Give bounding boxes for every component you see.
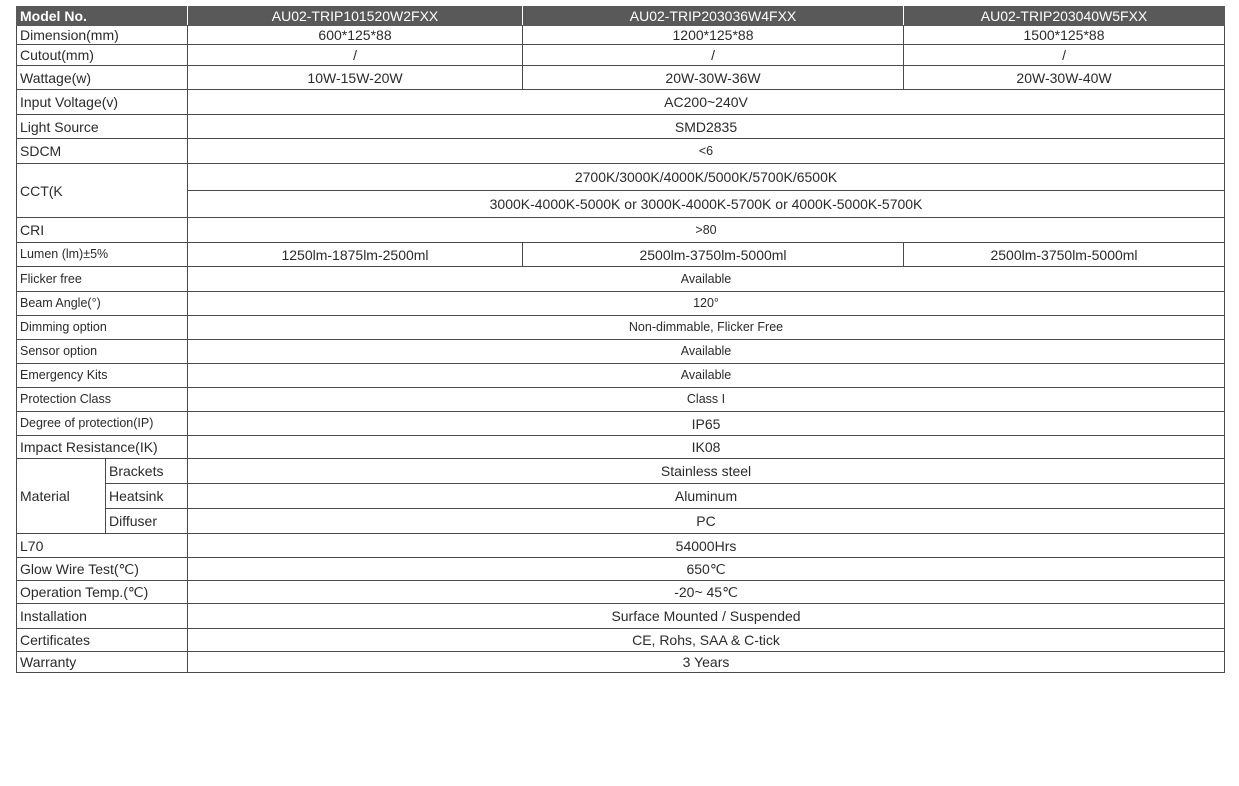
row-label: Input Voltage(v) (17, 90, 188, 115)
row-label: Installation (17, 604, 188, 629)
table-row (17, 164, 1225, 191)
cell-value: <6 (188, 139, 1225, 164)
table-row (17, 412, 1225, 436)
table-row (17, 218, 1225, 243)
cell-value: 3 Years (188, 652, 1225, 673)
cell-value: AC200~240V (188, 90, 1225, 115)
table-row (17, 484, 1225, 509)
row-label: Beam Angle(°) (17, 292, 188, 316)
table-row (17, 267, 1225, 292)
cell-value: 3000K-4000K-5000K or 3000K-4000K-5700K or 4000K-5000K-5700K (188, 191, 1225, 218)
table-row (17, 45, 1225, 66)
table-row (17, 191, 1225, 218)
row-label: Wattage(w) (17, 66, 188, 90)
row-label: CRI (17, 218, 188, 243)
cell-value: 2700K/3000K/4000K/5000K/5700K/6500K (188, 164, 1225, 191)
table-row (17, 652, 1225, 673)
row-label: Warranty (17, 652, 188, 673)
model-1: AU02-TRIP101520W2FXX (188, 7, 523, 26)
cell-value: 54000Hrs (188, 534, 1225, 558)
cell-value: 10W-15W-20W (188, 66, 523, 90)
cell-value: 1200*125*88 (523, 26, 904, 45)
cell-value: 2500lm-3750lm-5000ml (904, 243, 1225, 267)
cell-value: 1250lm-1875lm-2500ml (188, 243, 523, 267)
model-2: AU02-TRIP203036W4FXX (523, 7, 904, 26)
row-label: Dimming option (17, 316, 188, 340)
cell-value: / (904, 45, 1225, 66)
cell-value: Surface Mounted / Suspended (188, 604, 1225, 629)
cell-value: 2500lm-3750lm-5000ml (523, 243, 904, 267)
row-label: SDCM (17, 139, 188, 164)
row-label: Light Source (17, 115, 188, 139)
table-row (17, 629, 1225, 652)
spec-table (16, 6, 1225, 673)
row-label: Flicker free (17, 267, 188, 292)
row-label: Protection Class (17, 388, 188, 412)
table-row (17, 364, 1225, 388)
row-label: Lumen (lm)±5% (17, 243, 188, 267)
cell-value: -20~ 45℃ (188, 581, 1225, 604)
cell-value: 120° (188, 292, 1225, 316)
row-label: CCT(K (17, 164, 188, 218)
cell-value: Stainless steel (188, 459, 1225, 484)
table-row (17, 243, 1225, 267)
material-label: Material (17, 459, 106, 534)
cell-value: PC (188, 509, 1225, 534)
table-row (17, 316, 1225, 340)
cell-value: IK08 (188, 436, 1225, 459)
row-label: Operation Temp.(℃) (17, 581, 188, 604)
table-row (17, 115, 1225, 139)
row-label: Cutout(mm) (17, 45, 188, 66)
row-label: Impact Resistance(IK) (17, 436, 188, 459)
table-row (17, 90, 1225, 115)
table-row (17, 534, 1225, 558)
row-label: Sensor option (17, 340, 188, 364)
model-3: AU02-TRIP203040W5FXX (904, 7, 1225, 26)
table-row (17, 66, 1225, 90)
sub-label: Diffuser (106, 509, 188, 534)
cell-value: >80 (188, 218, 1225, 243)
table-row (17, 388, 1225, 412)
table-row (17, 558, 1225, 581)
row-label: L70 (17, 534, 188, 558)
row-label: Glow Wire Test(℃) (17, 558, 188, 581)
table-row (17, 292, 1225, 316)
cell-value: Available (188, 364, 1225, 388)
table-row (17, 604, 1225, 629)
cell-value: 600*125*88 (188, 26, 523, 45)
row-label: Dimension(mm) (17, 26, 188, 45)
row-label: Emergency Kits (17, 364, 188, 388)
cell-value: Class I (188, 388, 1225, 412)
cell-value: Aluminum (188, 484, 1225, 509)
table-row (17, 139, 1225, 164)
cell-value: SMD2835 (188, 115, 1225, 139)
cell-value: 650℃ (188, 558, 1225, 581)
model-no-label: Model No. (17, 7, 188, 26)
cell-value: Non-dimmable, Flicker Free (188, 316, 1225, 340)
row-label: Certificates (17, 629, 188, 652)
table-row (17, 459, 1225, 484)
header-row (17, 7, 1225, 26)
cell-value: / (188, 45, 523, 66)
table-row (17, 26, 1225, 45)
cell-value: 20W-30W-36W (523, 66, 904, 90)
table-row (17, 581, 1225, 604)
cell-value: IP65 (188, 412, 1225, 436)
cell-value: / (523, 45, 904, 66)
row-label: Degree of protection(IP) (17, 412, 188, 436)
cell-value: 1500*125*88 (904, 26, 1225, 45)
table-row (17, 436, 1225, 459)
sub-label: Brackets (106, 459, 188, 484)
sub-label: Heatsink (106, 484, 188, 509)
cell-value: Available (188, 267, 1225, 292)
cell-value: CE, Rohs, SAA & C-tick (188, 629, 1225, 652)
cell-value: Available (188, 340, 1225, 364)
table-row (17, 340, 1225, 364)
cell-value: 20W-30W-40W (904, 66, 1225, 90)
table-row (17, 509, 1225, 534)
